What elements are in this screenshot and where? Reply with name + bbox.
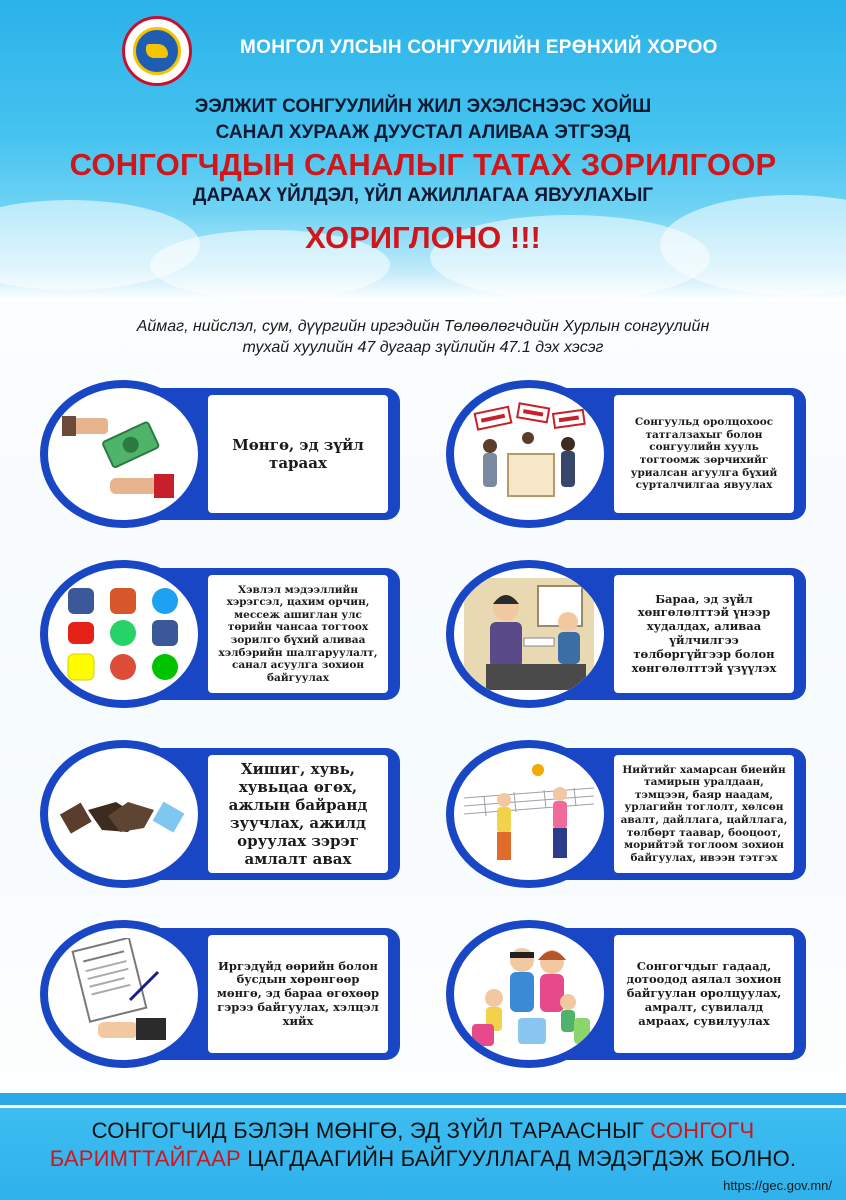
law-reference-line-2: тухай хуулийн 47 дугаар зүйлийн 47.1 дэх хэсэг <box>242 339 604 356</box>
card-text: Мөнгө, эд зүйл тараах <box>208 395 388 513</box>
prohibition-card-events <box>446 740 806 888</box>
footer-line-2 <box>0 1146 846 1172</box>
footer-line-1-highlight: СОНГОГЧ <box>650 1118 755 1143</box>
law-reference <box>0 316 846 358</box>
sales-counter-icon <box>446 560 612 708</box>
election-commission-logo <box>122 16 192 86</box>
prohibition-card-campaign <box>446 380 806 528</box>
prohibition-card-discount <box>446 560 806 708</box>
footer-line-2-highlight: БАРИМТТАЙГААР <box>49 1146 241 1171</box>
money-exchange-icon <box>40 380 206 528</box>
prohibited-headline: ХОРИГЛОНО !!! <box>305 220 541 255</box>
prohibition-card-travel <box>446 920 806 1068</box>
headline-line-1: ЭЭЛЖИТ СОНГУУЛИЙН ЖИЛ ЭХЭЛСНЭЭС ХОЙШ <box>194 96 652 117</box>
prohibition-card-money <box>40 380 400 528</box>
social-media-icon <box>40 560 206 708</box>
card-text: Сонгуульд оролцохоос татгалзахыг болон сонгуулийн хууль тогтоомж зөрчихийг уриалсан агуулга бүхий сурталчилгаа явуулах <box>614 395 794 513</box>
mongolia-map-icon <box>133 27 181 75</box>
footer-line-2-text: ЦАГДААГИЙН БАЙГУУЛЛАГАД МЭДЭГДЭЖ БОЛНО. <box>240 1146 797 1171</box>
family-travel-icon <box>446 920 612 1068</box>
prohibition-card-media <box>40 560 400 708</box>
contract-signing-icon <box>40 920 206 1068</box>
handshake-icon <box>40 740 206 888</box>
org-title: МОНГОЛ УЛСЫН СОНГУУЛИЙН ЕРӨНХИЙ ХОРОО <box>240 37 718 58</box>
card-text: Бараа, эд зүйл хөнгөлөлттэй үнээр худалдах, аливаа үйлчилгээ төлбөргүйгээр болон хөнгөлөлттэй үзүүлэх <box>614 575 794 693</box>
prohibition-card-contract <box>40 920 400 1068</box>
footer-line-1-text: СОНГОГЧИД БЭЛЭН МӨНГӨ, ЭД ЗҮЙЛ ТАРААСНЫГ <box>91 1118 651 1143</box>
vote-protest-icon <box>446 380 612 528</box>
website-link[interactable]: https://gec.gov.mn/ <box>723 1178 832 1193</box>
headline-line-2: САНАЛ ХУРААЖ ДУУСТАЛ АЛИВАА ЭТГЭЭД <box>215 122 631 143</box>
card-text: Иргэдүйд өөрийн болон бусдын хөрөнгөөр мөнгө, эд бараа өгөхөөр гэрээ байгуулах, хэлцэл хийх <box>208 935 388 1053</box>
headline-line-3: СОНГОГЧДЫН САНАЛЫГ ТАТАХ ЗОРИЛГООР <box>69 147 777 182</box>
card-text: Хишиг, хувь, хувьцаа өгөх, ажлын байранд зуучлах, ажилд оруулах зэрэг амлалт авах <box>208 755 388 873</box>
card-text: Нийтийг хамарсан биеийн тамирын уралдаан, тэмцээн, баяр наадам, урлагийн тоглолт, хөлсөн авалт, дайллага, цайллага, төлбөрт таавар, бооцоот, морийтэй тоглоом зохион байгуулах, ивээн тэтгэх <box>614 755 794 873</box>
volleyball-icon <box>446 740 612 888</box>
headline-line-4: ДАРААХ ҮЙЛДЭЛ, ҮЙЛ АЖИЛЛАГАА ЯВУУЛАХЫГ <box>192 185 654 206</box>
footer-stripe <box>0 1093 846 1105</box>
card-text: Сонгогчдыг гадаад, дотоодод аялал зохион байгуулан оролцуулах, амралт, сувилалд амраах, сувилуулах <box>614 935 794 1053</box>
law-reference-line-1: Аймаг, нийслэл, сум, дүүргийн иргэдийн Төлөөлөгчдийн Хурлын сонгуулийн <box>136 318 710 335</box>
prohibition-card-promise <box>40 740 400 888</box>
card-text: Хэвлэл мэдээллийн хэрэгсэл, цахим орчин, мессеж ашиглан улс төрийн чансаа тогтоох зорилго бүхий аливаа хэлбэрийн шалгаруулалт, санал асуулга зохион байгуулах <box>208 575 388 693</box>
footer-line-1 <box>0 1118 846 1144</box>
